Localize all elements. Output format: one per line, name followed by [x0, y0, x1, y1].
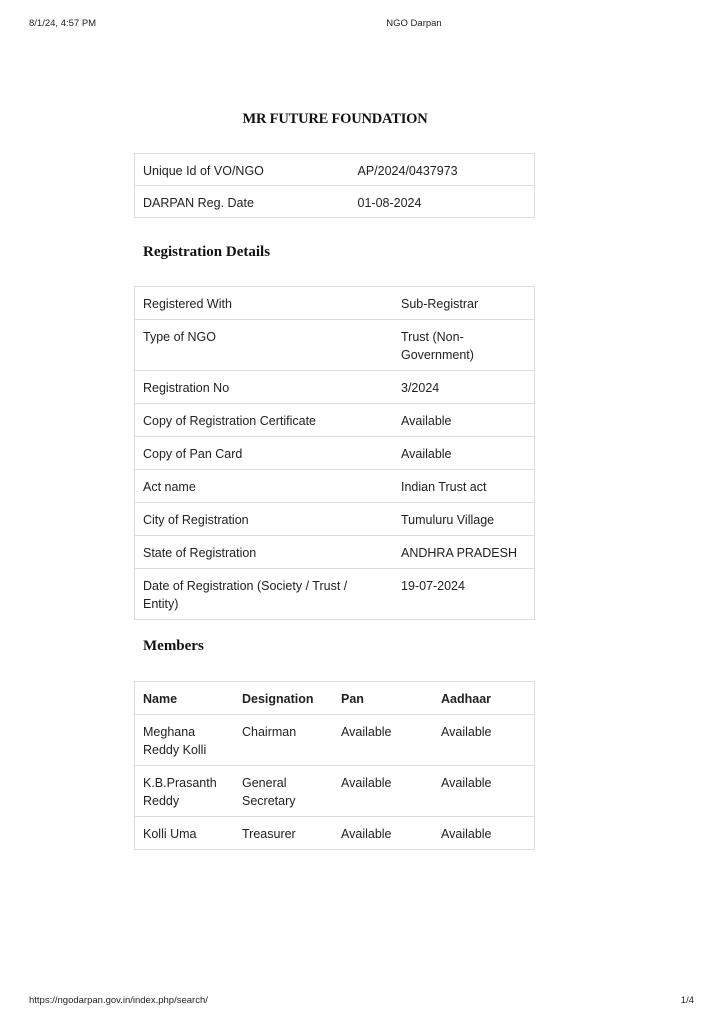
registration-label: Act name [135, 470, 394, 503]
member-name: Meghana Reddy Kolli [135, 715, 235, 766]
table-row [135, 154, 535, 186]
print-header [0, 18, 723, 32]
table-row [135, 404, 535, 437]
table-row [135, 536, 535, 569]
column-header-aadhaar: Aadhaar [433, 682, 535, 715]
member-designation: Chairman [234, 715, 333, 766]
table-row [135, 766, 535, 817]
registration-label: Type of NGO [135, 320, 394, 371]
table-row [135, 569, 535, 620]
member-aadhaar: Available [433, 715, 535, 766]
registration-value: 3/2024 [393, 371, 535, 404]
table-row [135, 817, 535, 850]
member-pan: Available [333, 715, 433, 766]
member-designation: General Secretary [234, 766, 333, 817]
registration-value: Tumuluru Village [393, 503, 535, 536]
table-row [135, 437, 535, 470]
registration-label: Copy of Pan Card [135, 437, 394, 470]
registration-value: Available [393, 404, 535, 437]
member-aadhaar: Available [433, 817, 535, 850]
registration-value: ANDHRA PRADESH [393, 536, 535, 569]
column-header-name: Name [135, 682, 235, 715]
print-page-title: NGO Darpan [386, 18, 442, 29]
table-row [135, 320, 535, 371]
registration-value: Trust (Non-Government) [393, 320, 535, 371]
identity-value: 01-08-2024 [350, 186, 535, 218]
members-heading: Members [143, 638, 204, 654]
member-name: K.B.Prasanth Reddy [135, 766, 235, 817]
page-url: https://ngodarpan.gov.in/index.php/search/ [29, 995, 208, 1006]
registration-value: Indian Trust act [393, 470, 535, 503]
table-row [135, 715, 535, 766]
registration-value: 19-07-2024 [393, 569, 535, 620]
column-header-designation: Designation [234, 682, 333, 715]
identity-label: Unique Id of VO/NGO [135, 154, 350, 186]
registration-label: Date of Registration (Society / Trust / Entity) [135, 569, 394, 620]
table-row [135, 503, 535, 536]
member-designation: Treasurer [234, 817, 333, 850]
table-row [135, 287, 535, 320]
column-header-pan: Pan [333, 682, 433, 715]
members-table [134, 681, 535, 850]
registration-label: Registered With [135, 287, 394, 320]
member-pan: Available [333, 817, 433, 850]
member-name: Kolli Uma [135, 817, 235, 850]
member-pan: Available [333, 766, 433, 817]
registration-label: State of Registration [135, 536, 394, 569]
registration-details-heading: Registration Details [143, 244, 271, 260]
registration-label: Registration No [135, 371, 394, 404]
table-row [135, 470, 535, 503]
member-aadhaar: Available [433, 766, 535, 817]
identity-table [134, 153, 535, 218]
registration-label: City of Registration [135, 503, 394, 536]
page-number: 1/4 [680, 995, 694, 1006]
print-datetime: 8/1/24, 4:57 PM [29, 18, 97, 29]
table-header-row [135, 682, 535, 715]
organization-name: MR FUTURE FOUNDATION [242, 111, 428, 127]
table-row [135, 186, 535, 218]
table-row [135, 371, 535, 404]
registration-details-table [134, 286, 535, 620]
identity-label: DARPAN Reg. Date [135, 186, 350, 218]
registration-label: Copy of Registration Certificate [135, 404, 394, 437]
identity-value: AP/2024/0437973 [350, 154, 535, 186]
registration-value: Available [393, 437, 535, 470]
registration-value: Sub-Registrar [393, 287, 535, 320]
